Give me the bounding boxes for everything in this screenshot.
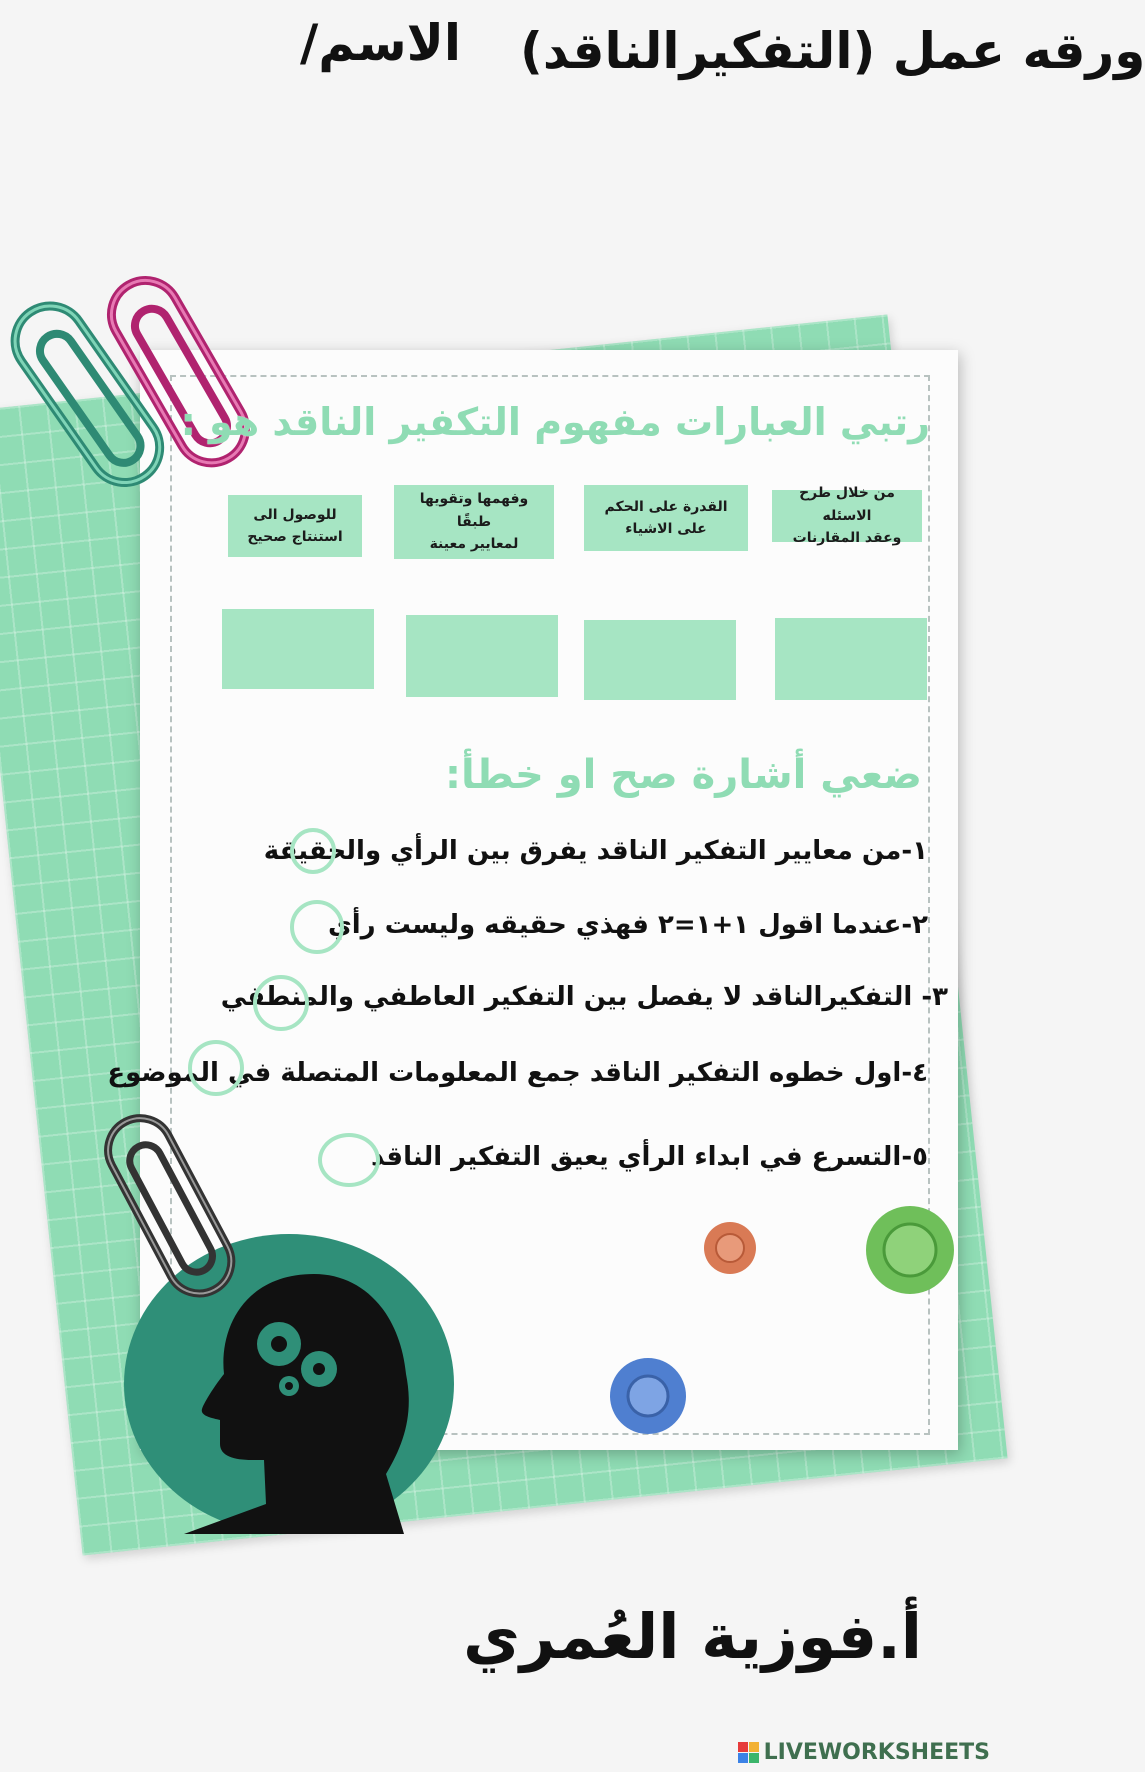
ordering-card-2[interactable]: القدرة على الحكم على الاشياء xyxy=(584,485,748,551)
statement-2: ٢-عندما اقول ١+١=٢ فهذي حقيقه وليست رأي xyxy=(327,910,928,940)
statement-1: ١-من معايير التفكير الناقد يفرق بين الرأي والحقيقة xyxy=(263,836,928,866)
blue-pin-icon xyxy=(606,1354,690,1438)
ordering-card-3[interactable]: وفهمها وتقويها طبقًا لمعايير معينة xyxy=(394,485,554,559)
ordering-drop-box-1[interactable] xyxy=(775,618,927,700)
statement-5: ٥-التسرع في ابداء الرأي يعيق التفكير الناقد xyxy=(371,1142,928,1172)
ordering-drop-box-3[interactable] xyxy=(406,615,558,697)
orange-pin-icon xyxy=(700,1218,760,1278)
answer-circle-1[interactable] xyxy=(290,828,336,874)
paperclips-icon xyxy=(0,255,290,515)
green-pin-icon xyxy=(860,1200,960,1300)
paperclip-bottom-icon xyxy=(80,1090,280,1320)
ordering-title: رتبي العبارات مفهوم التكفير الناقد هو : xyxy=(180,400,930,444)
answer-circle-4[interactable] xyxy=(188,1040,244,1096)
ordering-card-1[interactable]: من خلال طرح الاسئله وعقد المقارنات xyxy=(772,490,922,542)
answer-circle-2[interactable] xyxy=(290,900,344,954)
answer-circle-5[interactable] xyxy=(318,1133,380,1187)
statement-3: ٣- التفكيرالناقد لا يفصل بين التفكير العاطفي والمنطقي xyxy=(220,982,948,1012)
true-false-title: ضعي أشارة صح او خطأ: xyxy=(445,752,922,798)
ordering-drop-box-4[interactable] xyxy=(222,609,374,689)
teacher-name: أ.فوزية العُمري xyxy=(463,1600,922,1673)
liveworksheets-watermark[interactable] xyxy=(738,1740,990,1765)
name-label: الاسم/ xyxy=(300,14,462,72)
answer-circle-3[interactable] xyxy=(253,975,309,1031)
ordering-drop-box-2[interactable] xyxy=(584,620,736,700)
watermark-text: LIVEWORKSHEETS xyxy=(763,1740,990,1765)
worksheet-title: ورقه عمل (التفكيرالناقد) xyxy=(520,22,1145,80)
statement-4: ٤-اول خطوه التفكير الناقد جمع المعلومات المتصلة في الموضوع xyxy=(107,1058,928,1088)
ordering-card-4[interactable]: للوصول الى استنتاج صحيح xyxy=(228,495,362,557)
liveworksheets-logo-icon xyxy=(738,1742,760,1764)
